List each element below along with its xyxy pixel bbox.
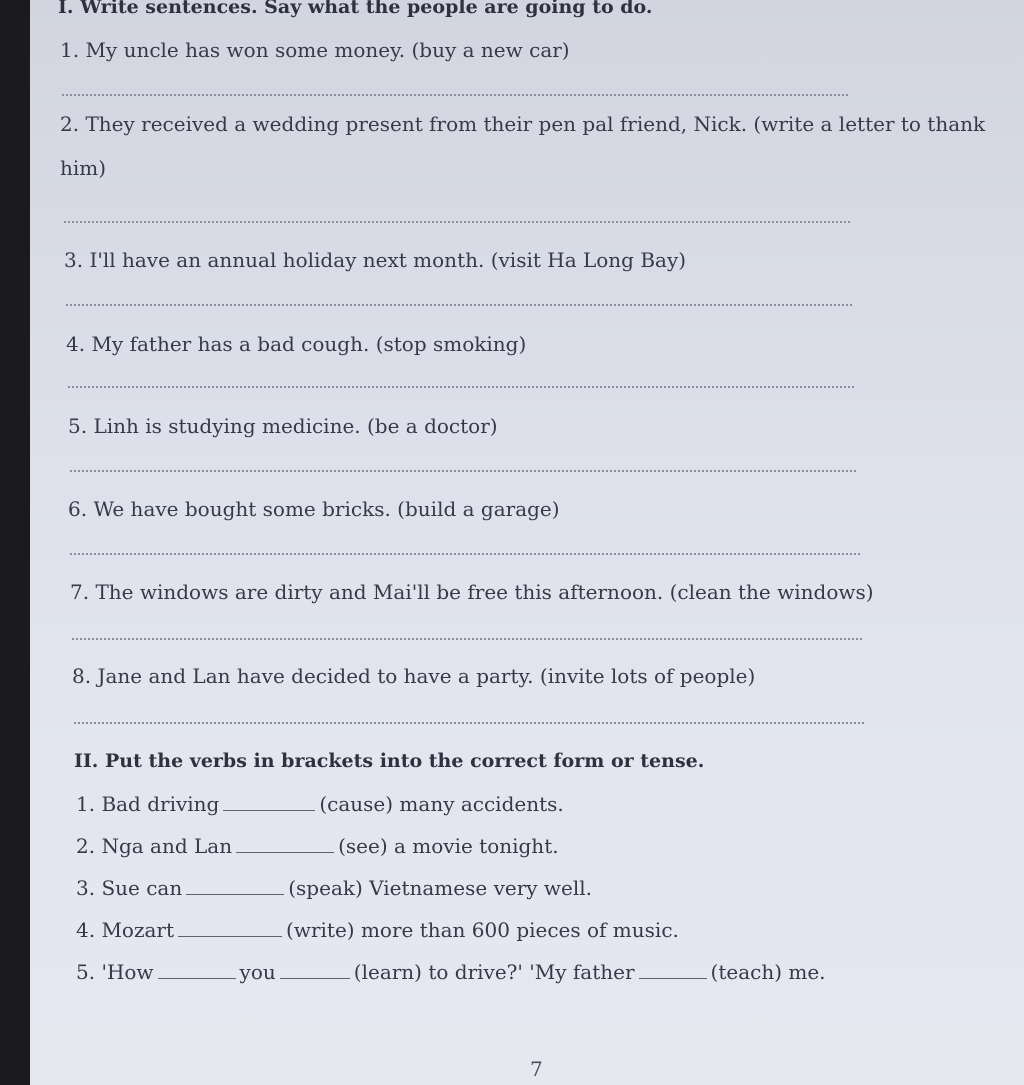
- item-text-before: 3. Sue can: [76, 876, 183, 900]
- answer-line-1[interactable]: [62, 94, 848, 96]
- blank-answer[interactable]: [236, 851, 334, 853]
- exercise-2-item-1: [76, 792, 564, 816]
- exercise-1-item-3: 3. I'll have an annual holiday next month. (visit Ha Long Bay): [64, 248, 687, 272]
- exercise-1-item-8: 8. Jane and Lan have decided to have a party. (invite lots of people): [72, 664, 756, 688]
- exercise-1-item-2: 2. They received a wedding present from their pen pal friend, Nick. (write a letter to thank him): [60, 112, 986, 180]
- item-text-after: (see) a movie tonight.: [338, 834, 559, 858]
- item-text-part-3: (learn) to drive?' 'My father: [353, 960, 635, 984]
- item-text-part-1: 5. 'How: [76, 960, 154, 984]
- exercise-1-item-5: 5. Linh is studying medicine. (be a doctor): [68, 414, 498, 438]
- blank-answer[interactable]: [178, 935, 282, 937]
- blank-answer-3[interactable]: [639, 977, 707, 979]
- page-number: 7: [530, 1057, 543, 1081]
- item-text-after: (cause) many accidents.: [319, 792, 564, 816]
- section-1-heading: I. Write sentences. Say what the people are going to do.: [58, 0, 653, 18]
- exercise-1-item-4: 4. My father has a bad cough. (stop smoking): [66, 332, 527, 356]
- answer-line-4[interactable]: [68, 386, 854, 388]
- answer-line-2[interactable]: [64, 221, 850, 223]
- worksheet-page: [30, 0, 1024, 1085]
- item-text-after: (write) more than 600 pieces of music.: [286, 918, 679, 942]
- answer-line-8[interactable]: [74, 722, 864, 724]
- blank-answer[interactable]: [223, 809, 315, 811]
- blank-answer-1[interactable]: [158, 977, 236, 979]
- exercise-2-item-2: [76, 834, 559, 858]
- answer-line-7[interactable]: [72, 638, 862, 640]
- blank-answer[interactable]: [186, 893, 284, 895]
- exercise-1-item-1: 1. My uncle has won some money. (buy a new car): [60, 38, 570, 62]
- blank-answer-2[interactable]: [280, 977, 350, 979]
- section-2-heading: II. Put the verbs in brackets into the correct form or tense.: [74, 750, 705, 772]
- exercise-1-item-7: 7. The windows are dirty and Mai'll be free this afternoon. (clean the windows): [70, 580, 874, 604]
- exercise-2-item-5: [76, 960, 826, 984]
- answer-line-6[interactable]: [70, 553, 860, 555]
- item-text-part-2: you: [239, 960, 276, 984]
- exercise-1-item-6: 6. We have bought some bricks. (build a garage): [68, 497, 560, 521]
- item-text-part-4: (teach) me.: [710, 960, 826, 984]
- item-text-after: (speak) Vietnamese very well.: [288, 876, 593, 900]
- item-text-before: 4. Mozart: [76, 918, 175, 942]
- exercise-2-item-3: [76, 876, 592, 900]
- item-text-before: 2. Nga and Lan: [76, 834, 233, 858]
- answer-line-3[interactable]: [66, 304, 852, 306]
- answer-line-5[interactable]: [70, 470, 856, 472]
- item-text-before: 1. Bad driving: [76, 792, 220, 816]
- exercise-2-item-4: [76, 918, 679, 942]
